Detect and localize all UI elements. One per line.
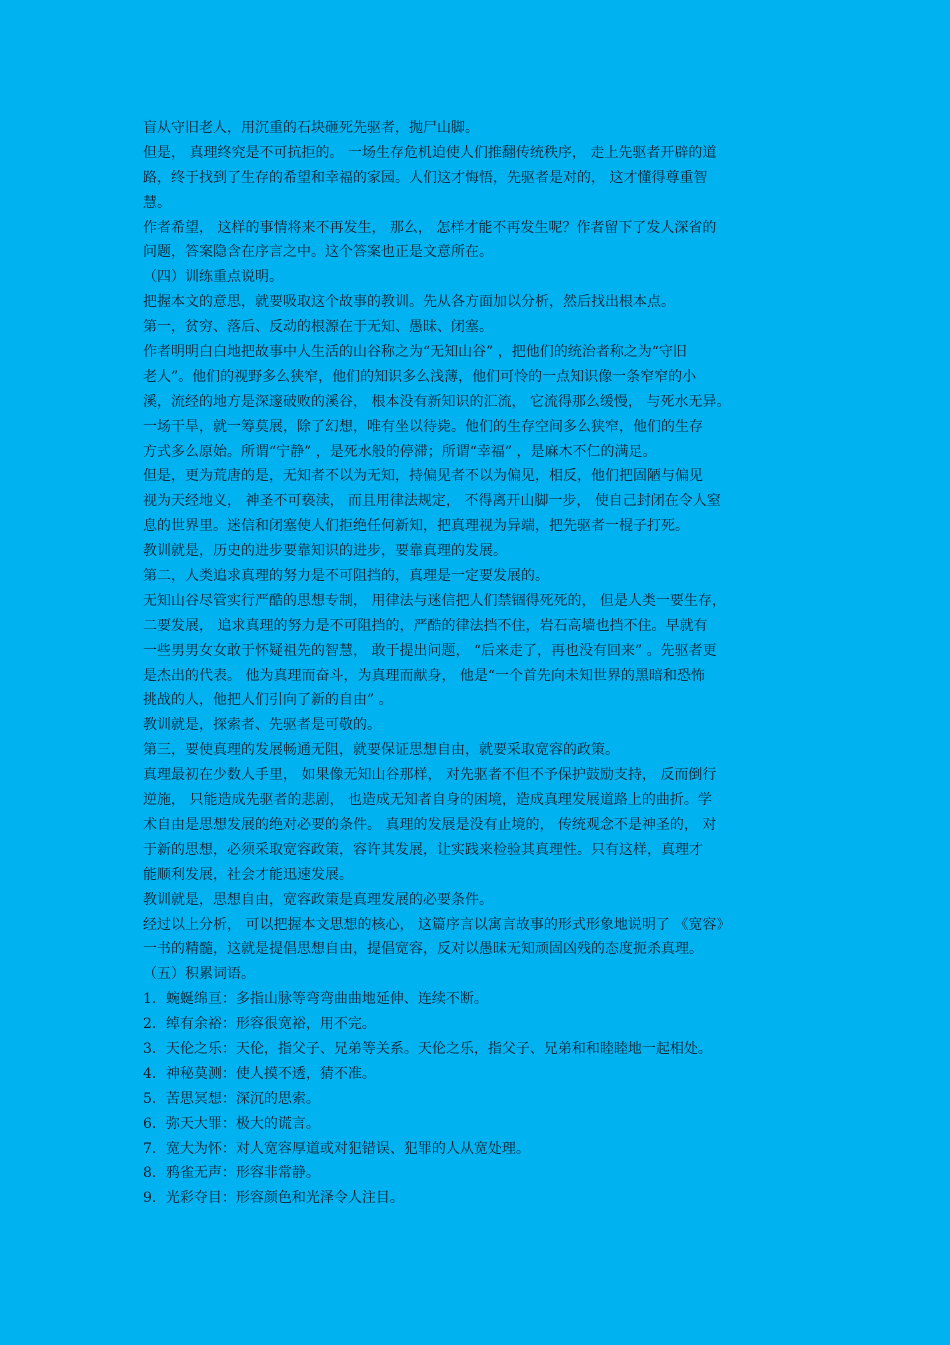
text-line: 路，终于找到了生存的希望和幸福的家园。人们这才悔悟，先驱者是对的， 这才懂得尊重智	[143, 169, 708, 186]
vocab-item: 2．绰有余裕：形容很宽裕，用不完。	[143, 1016, 376, 1033]
text-line: 教训就是，历史的进步要靠知识的进步，要靠真理的发展。	[143, 543, 507, 560]
text-line: 息的世界里。迷信和闭塞使人们拒绝任何新知，把真理视为异端，把先驱者一棍子打死。	[143, 518, 689, 535]
text-line: 作者希望， 这样的事情将来不再发生， 那么， 怎样才能不再发生呢？作者留下了发人深省的	[143, 219, 717, 236]
vocab-item: 1．蜿蜒绵亘：多指山脉等弯弯曲曲地延伸、连续不断。	[143, 991, 488, 1008]
text-line: 第二，人类追求真理的努力是不可阻挡的，真理是一定要发展的。	[143, 568, 549, 585]
text-line: 术自由是思想发展的绝对必要的条件。 真理的发展是没有止境的， 传统观念不是神圣的， 对	[143, 816, 717, 833]
text-line: 但是， 真理终究是不可抗拒的。 一场生存危机迫使人们推翻传统秩序， 走上先驱者开辟的道	[143, 144, 717, 161]
text-line: 老人”。他们的视野多么狭窄，他们的知识多么浅薄，他们可怜的一点知识像一条窄窄的小	[143, 368, 697, 385]
text-line: 经过以上分析， 可以把握本文思想的核心， 这篇序言以寓言故事的形式形象地说明了 《宽容》	[143, 916, 731, 933]
vocab-item: 5．苦思冥想：深沉的思索。	[143, 1090, 320, 1107]
text-line: 作者明明白白地把故事中人生活的山谷称之为“无知山谷” ，把他们的统治者称之为“守旧	[143, 344, 687, 361]
text-line: 盲从守旧老人，用沉重的石块砸死先驱者，抛尸山脚。	[143, 120, 479, 136]
text-line: 溪，流经的地方是深邃破败的溪谷， 根本没有新知识的汇流， 它流得那么缓慢， 与死水无异。	[143, 393, 731, 410]
text-line: 教训就是，思想自由，宽容政策是真理发展的必要条件。	[143, 891, 493, 908]
text-line: 视为天经地义， 神圣不可亵渎， 而且用律法规定， 不得离开山脚一步， 使自己封闭在令人窒	[143, 493, 721, 510]
vocab-item: 7．宽大为怀：对人宽容厚道或对犯错误、犯罪的人从宽处理。	[143, 1140, 530, 1157]
text-line: 把握本文的意思，就要吸取这个故事的教训。先从各方面加以分析，然后找出根本点。	[143, 294, 675, 311]
vocab-item: 4．神秘莫测：使人摸不透，猜不准。	[143, 1065, 376, 1082]
text-line: 一些男男女女敢于怀疑祖先的智慧， 敢于提出问题， “后来走了，再也没有回来” 。先驱者更	[143, 642, 717, 659]
vocab-item: 8．鸦雀无声：形容非常静。	[143, 1165, 320, 1182]
text-line: 是杰出的代表。 他为真理而奋斗，为真理而献身， 他是“一个首先向未知世界的黑暗和恐怖	[143, 667, 706, 684]
text-line: 第三，要使真理的发展畅通无阻，就要保证思想自由，就要采取宽容的政策。	[143, 742, 619, 759]
text-line: 真理最初在少数人手里， 如果像无知山谷那样， 对先驱者不但不予保护鼓励支持， 反而倒行	[143, 767, 717, 784]
section-heading: （四）训练重点说明。	[143, 269, 283, 286]
text-line: 于新的思想，必须采取宽容政策，容许其发展，让实践来检验其真理性。只有这样，真理才	[143, 841, 703, 858]
text-line: 方式多么原始。所谓“宁静” ，是死水般的停滞；所谓“幸福” ，是麻木不仁的满足。	[143, 443, 657, 460]
vocab-item: 3．天伦之乐：天伦，指父子、兄弟等关系。天伦之乐，指父子、兄弟和和睦睦地一起相处。	[143, 1040, 712, 1057]
text-line: 第一，贫穷、落后、反动的根源在于无知、愚昧、闭塞。	[143, 319, 493, 336]
document-body	[143, 116, 813, 1211]
text-line: 逆施， 只能造成先驱者的悲剧， 也造成无知者自身的困境，造成真理发展道路上的曲折。学	[143, 792, 712, 809]
text-line: 无知山谷尽管实行严酷的思想专制， 用律法与迷信把人们禁锢得死死的， 但是人类一要生存，	[143, 592, 726, 609]
vocab-item: 6．弥天大罪：极大的谎言。	[143, 1115, 320, 1132]
text-line: 挑战的人，他把人们引向了新的自由” 。	[143, 692, 393, 709]
text-line: 但是，更为荒唐的是，无知者不以为无知，持偏见者不以为偏见，相反，他们把固陋与偏见	[143, 468, 703, 485]
section-heading: （五）积累词语。	[143, 966, 255, 983]
text-line: 问题，答案隐含在序言之中。这个答案也正是文意所在。	[143, 244, 493, 261]
text-line: 二要发展， 追求真理的努力是不可阻挡的，严酷的律法挡不住，岩石高墙也挡不住。早就有	[143, 617, 708, 634]
text-line: 教训就是，探索者、先驱者是可敬的。	[143, 717, 381, 734]
text-line: 能顺利发展，社会才能迅速发展。	[143, 866, 353, 883]
vocab-item: 9．光彩夺目：形容颜色和光泽令人注目。	[143, 1190, 404, 1207]
text-line: 慧。	[143, 194, 171, 211]
text-line: 一场干旱，就一筹莫展，除了幻想，唯有坐以待毙。他们的生存空间多么狭窄，他们的生存	[143, 418, 703, 435]
text-line: 一书的精髓，这就是提倡思想自由，提倡宽容，反对以愚昧无知顽固凶残的态度扼杀真理。	[143, 941, 703, 958]
